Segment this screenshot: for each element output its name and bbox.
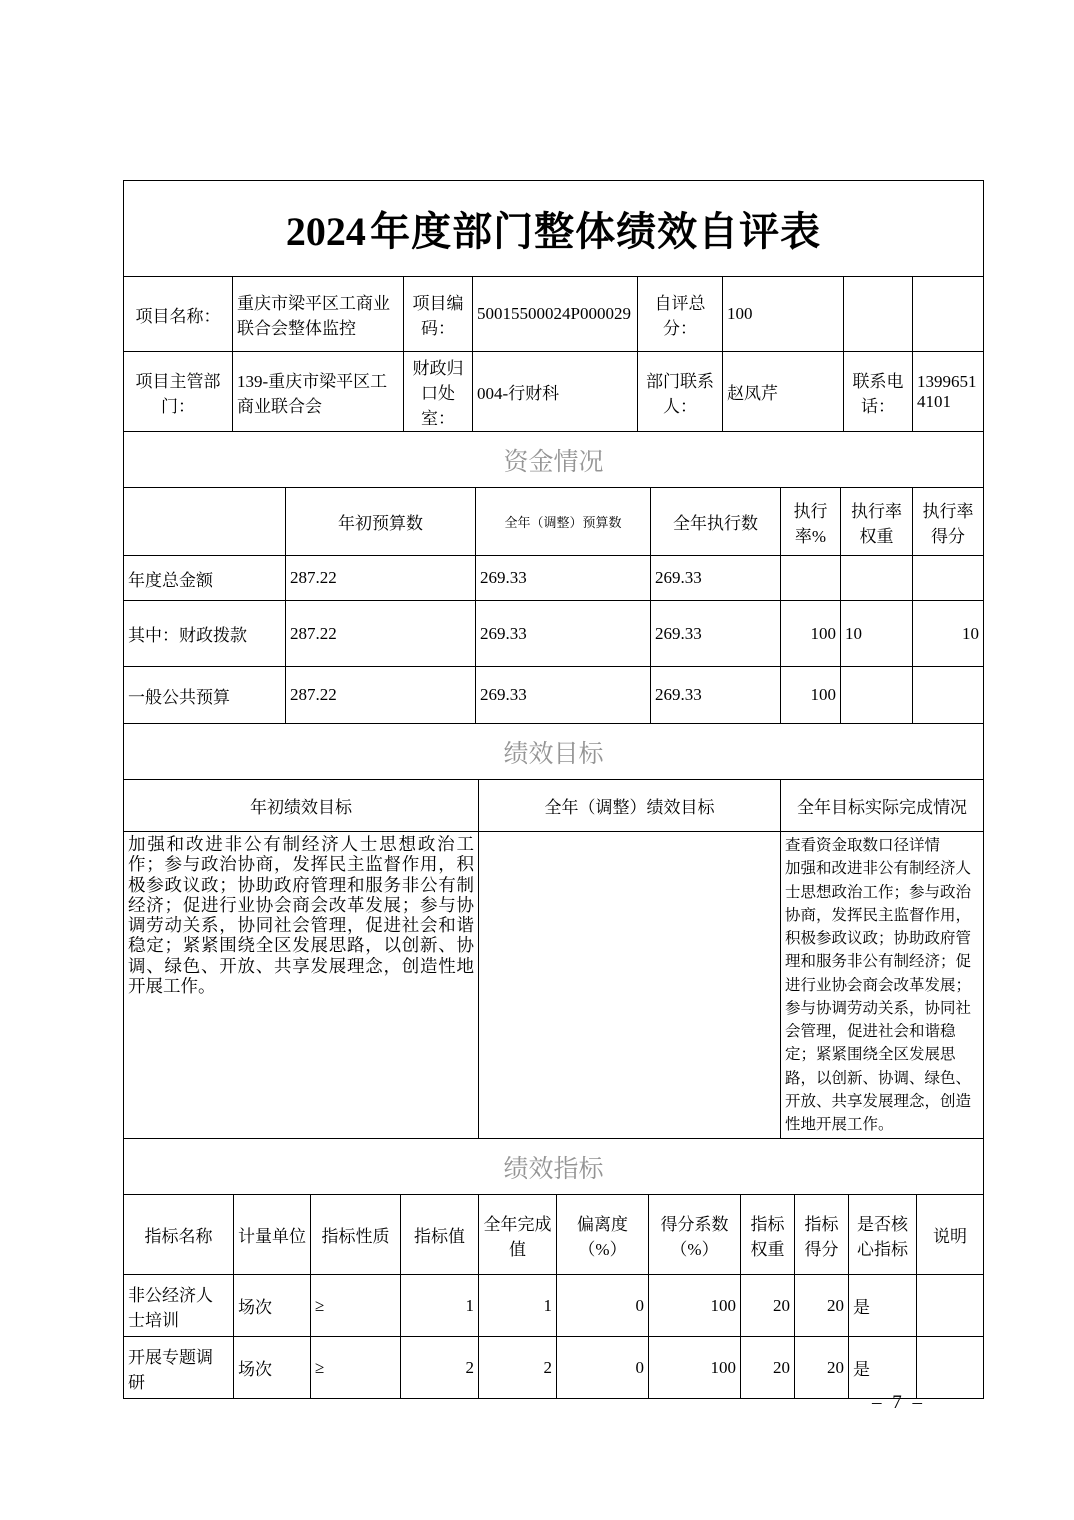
title-text: 年度部门整体绩效自评表: [370, 210, 822, 254]
indicator-score: 20: [795, 1275, 849, 1337]
indicator-unit: 场次: [234, 1337, 311, 1399]
initial-goal-cell: [124, 832, 479, 1139]
self-score-label: 自评总分：: [638, 277, 723, 352]
indicator-note: [917, 1337, 984, 1399]
finance-office-label: 财政归口处室：: [404, 352, 473, 432]
funding-header-row: [124, 488, 984, 556]
funding-header-blank: [124, 488, 286, 556]
goals-header-adjusted: 全年（调整）绩效目标: [479, 780, 781, 832]
ind-header-deviation: 偏离度（%）: [557, 1195, 649, 1275]
indicator-unit: 场次: [234, 1275, 311, 1337]
ind-header-note: 说明: [917, 1195, 984, 1275]
actual-completion-text: 加强和改进非公有制经济人士思想政治工作；参与政治协商，发挥民主监督作用，积极参政议政；协助政府管理和服务非公有制经济；促进行业协会商会改革发展；参与协调劳动关系，协同社会管理，促进社会和谐稳定；紧紧围绕全区发展思路，以创新、协调、绿色、开放、共享发展理念，创造性地开展工作。: [785, 860, 972, 1133]
rate-weight-value: [841, 556, 913, 601]
funding-row-label: 一般公共预算: [124, 667, 286, 724]
indicator-weight: 20: [741, 1337, 795, 1399]
info-row-1: [124, 277, 984, 352]
adjusted-budget-value: 269.33: [476, 556, 651, 601]
info-empty-cell: [844, 277, 913, 352]
initial-budget-value: 287.22: [286, 667, 476, 724]
funding-row-fiscal: [124, 601, 984, 667]
indicator-core: 是: [849, 1337, 917, 1399]
indicators-table: [123, 1194, 984, 1399]
info-empty-cell: [913, 277, 984, 352]
ind-header-name: 指标名称: [124, 1195, 234, 1275]
rate-score-value: 10: [913, 601, 984, 667]
indicator-completed: 1: [479, 1275, 557, 1337]
rate-score-value: [913, 667, 984, 724]
adjusted-goal-cell: [479, 832, 781, 1139]
funding-row-total: [124, 556, 984, 601]
goals-section-band: [123, 723, 984, 780]
funding-header-initial-budget: 年初预算数: [286, 488, 476, 556]
initial-budget-value: 287.22: [286, 556, 476, 601]
rate-weight-value: 10: [841, 601, 913, 667]
funding-row-public-budget: [124, 667, 984, 724]
indicator-completed: 2: [479, 1337, 557, 1399]
project-code-value: 50015500024P000029: [473, 277, 638, 352]
indicator-target: 2: [401, 1337, 479, 1399]
project-name-label: 项目名称：: [124, 277, 233, 352]
indicator-deviation: 0: [557, 1275, 649, 1337]
funding-table: [123, 487, 984, 724]
indicators-header-row: [124, 1195, 984, 1275]
ind-header-nature: 指标性质: [311, 1195, 401, 1275]
executed-value: 269.33: [651, 601, 781, 667]
adjusted-budget-value: 269.33: [476, 667, 651, 724]
exec-rate-value: [781, 556, 841, 601]
indicator-target: 1: [401, 1275, 479, 1337]
title-table: [123, 180, 984, 277]
indicator-row: [124, 1275, 984, 1337]
project-code-label: 项目编码：: [404, 277, 473, 352]
indicator-coefficient: 100: [649, 1275, 741, 1337]
initial-budget-value: 287.22: [286, 601, 476, 667]
indicator-core: 是: [849, 1275, 917, 1337]
project-name-value: 重庆市梁平区工商业联合会整体监控: [233, 277, 404, 352]
goals-section-title: 绩效目标: [124, 724, 984, 780]
phone-label: 联系电话：: [844, 352, 913, 432]
funding-row-label: 其中：财政拨款: [124, 601, 286, 667]
page-number: – 7 –: [872, 1392, 925, 1413]
supervisor-dept-label: 项目主管部门：: [124, 352, 233, 432]
project-info-table: [123, 276, 984, 432]
funding-row-label: 年度总金额: [124, 556, 286, 601]
goals-header-initial: 年初绩效目标: [124, 780, 479, 832]
funding-detail-link: 查看资金取数口径详情: [785, 837, 941, 854]
indicator-name: 非公经济人士培训: [124, 1275, 234, 1337]
funding-header-adjusted-budget: 全年（调整）预算数: [476, 488, 651, 556]
page-title: [124, 181, 984, 277]
self-score-value: 100: [723, 277, 844, 352]
goals-body-row: [124, 832, 984, 1139]
contact-person-value: 赵凤芹: [723, 352, 844, 432]
ind-header-target: 指标值: [401, 1195, 479, 1275]
title-year: 2024: [285, 209, 366, 254]
indicator-coefficient: 100: [649, 1337, 741, 1399]
ind-header-core: 是否核心指标: [849, 1195, 917, 1275]
rate-score-value: [913, 556, 984, 601]
funding-header-rate-score: 执行率得分: [913, 488, 984, 556]
funding-section-band: [123, 431, 984, 488]
rate-weight-value: [841, 667, 913, 724]
indicator-nature: ≥: [311, 1275, 401, 1337]
initial-goal-text: 加强和改进非公有制经济人士思想政治工作；参与政治协商，发挥民主监督作用，积极参政议政；协助政府管理和服务非公有制经济；促进行业协会商会改革发展；参与协调劳动关系，协同社会管理，促进社会和谐稳定；紧紧围绕全区发展思路，以创新、协调、绿色、开放、共享发展理念，创造性地开展工作。: [128, 834, 474, 997]
adjusted-budget-value: 269.33: [476, 601, 651, 667]
exec-rate-value: 100: [781, 601, 841, 667]
exec-rate-value: 100: [781, 667, 841, 724]
actual-completion-cell: [781, 832, 984, 1139]
ind-header-score: 指标得分: [795, 1195, 849, 1275]
goals-header-actual: 全年目标实际完成情况: [781, 780, 984, 832]
contact-person-label: 部门联系人：: [638, 352, 723, 432]
funding-header-exec-rate: 执行率%: [781, 488, 841, 556]
goals-table: [123, 779, 984, 1139]
ind-header-coefficient: 得分系数（%）: [649, 1195, 741, 1275]
funding-header-rate-weight: 执行率权重: [841, 488, 913, 556]
ind-header-weight: 指标权重: [741, 1195, 795, 1275]
funding-section-title: 资金情况: [124, 432, 984, 488]
ind-header-completed: 全年完成值: [479, 1195, 557, 1275]
executed-value: 269.33: [651, 556, 781, 601]
indicator-weight: 20: [741, 1275, 795, 1337]
indicator-deviation: 0: [557, 1337, 649, 1399]
phone-value: 13996514101: [913, 352, 984, 432]
indicators-section-title: 绩效指标: [124, 1139, 984, 1195]
indicator-row: [124, 1337, 984, 1399]
indicator-nature: ≥: [311, 1337, 401, 1399]
self-evaluation-form: [123, 180, 985, 1399]
info-row-2: [124, 352, 984, 432]
indicator-score: 20: [795, 1337, 849, 1399]
executed-value: 269.33: [651, 667, 781, 724]
funding-header-executed: 全年执行数: [651, 488, 781, 556]
indicator-note: [917, 1275, 984, 1337]
supervisor-dept-value: 139-重庆市梁平区工商业联合会: [233, 352, 404, 432]
goals-header-row: [124, 780, 984, 832]
finance-office-value: 004-行财科: [473, 352, 638, 432]
ind-header-unit: 计量单位: [234, 1195, 311, 1275]
indicator-name: 开展专题调研: [124, 1337, 234, 1399]
indicators-section-band: [123, 1138, 984, 1195]
